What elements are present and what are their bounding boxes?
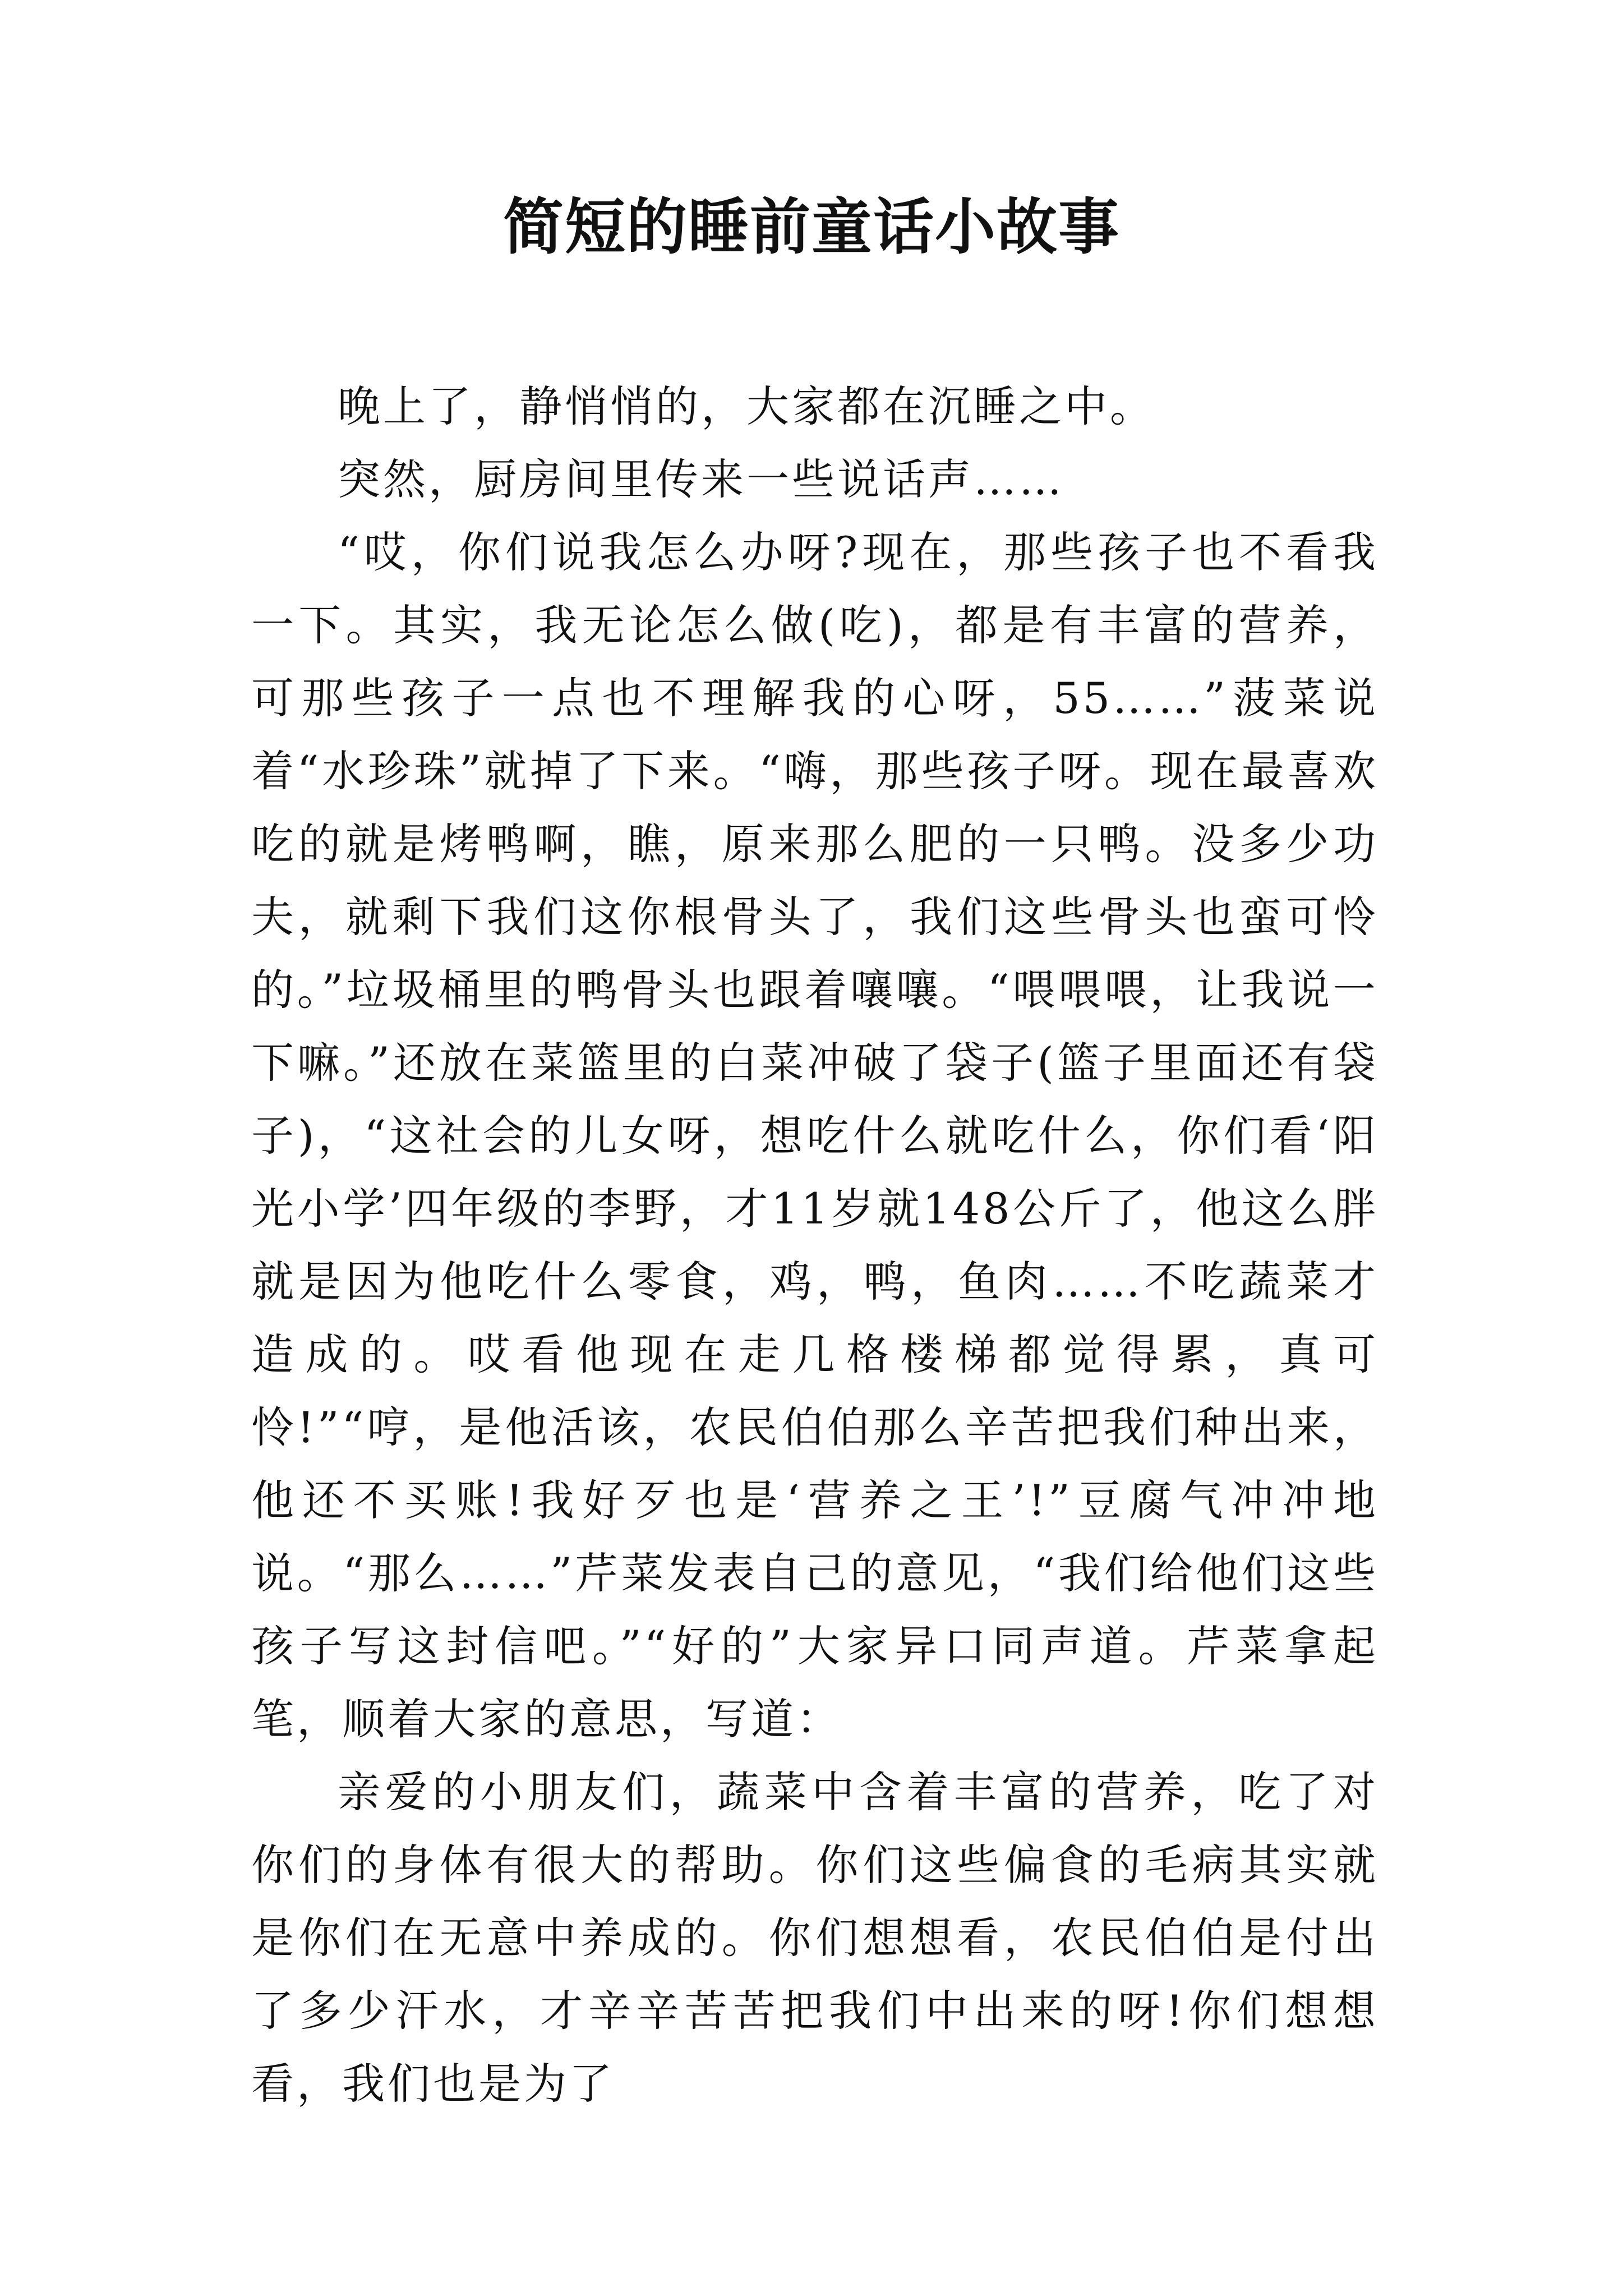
paragraph-4: 亲爱的小朋友们，蔬菜中含着丰富的营养，吃了对你们的身体有很大的帮助。你们这些偏食的毛病其实就是你们在无意中养成的。你们想想看，农民伯伯是付出了多少汗水，才辛辛苦苦把我们中出来的呀!你们想想看，我们也是为了 [251, 1767, 1378, 2109]
story-body [251, 370, 1378, 2120]
paragraph-1: 晚上了，静悄悄的，大家都在沉睡之中。 [338, 381, 1155, 431]
page-title: 简短的睡前童话小故事 [502, 192, 1120, 263]
paragraph-3: “哎，你们说我怎么办呀?现在，那些孩子也不看我一下。其实，我无论怎么做(吃)，都是有丰富的营养，可那些孩子一点也不理解我的心呀，55……”菠菜说着“水珍珠”就掉了下来。“嗨，那些孩子呀。现在最喜欢吃的就是烤鸭啊，瞧，原来那么肥的一只鸭。没多少功夫，就剩下我们这你根骨头了，我们这些骨头也蛮可怜的。”垃圾桶里的鸭骨头也跟着嚷嚷。“喂喂喂，让我说一下嘛。”还放在菜篮里的白菜冲破了袋子(篮子里面还有袋子)，“这社会的儿女呀，想吃什么就吃什么，你们看‘阳光小学’四年级的李野，才11岁就148公斤了，他这么胖就是因为他吃什么零食，鸡，鸭，鱼肉……不吃蔬菜才造成的。哎看他现在走几格楼梯都觉得累，真可怜!”“哼，是他活该，农民伯伯那么辛苦把我们种出来，他还不买账!我好歹也是‘营养之王’!”豆腐气冲冲地说。“那么……”芹菜发表自己的意见，“我们给他们这些孩子写这封信吧。”“好的”大家异口同声道。芹菜拿起笔，顺着大家的意思，写道： [251, 527, 1378, 1744]
paragraph-2: 突然，厨房间里传来一些说话声…… [338, 454, 1064, 504]
